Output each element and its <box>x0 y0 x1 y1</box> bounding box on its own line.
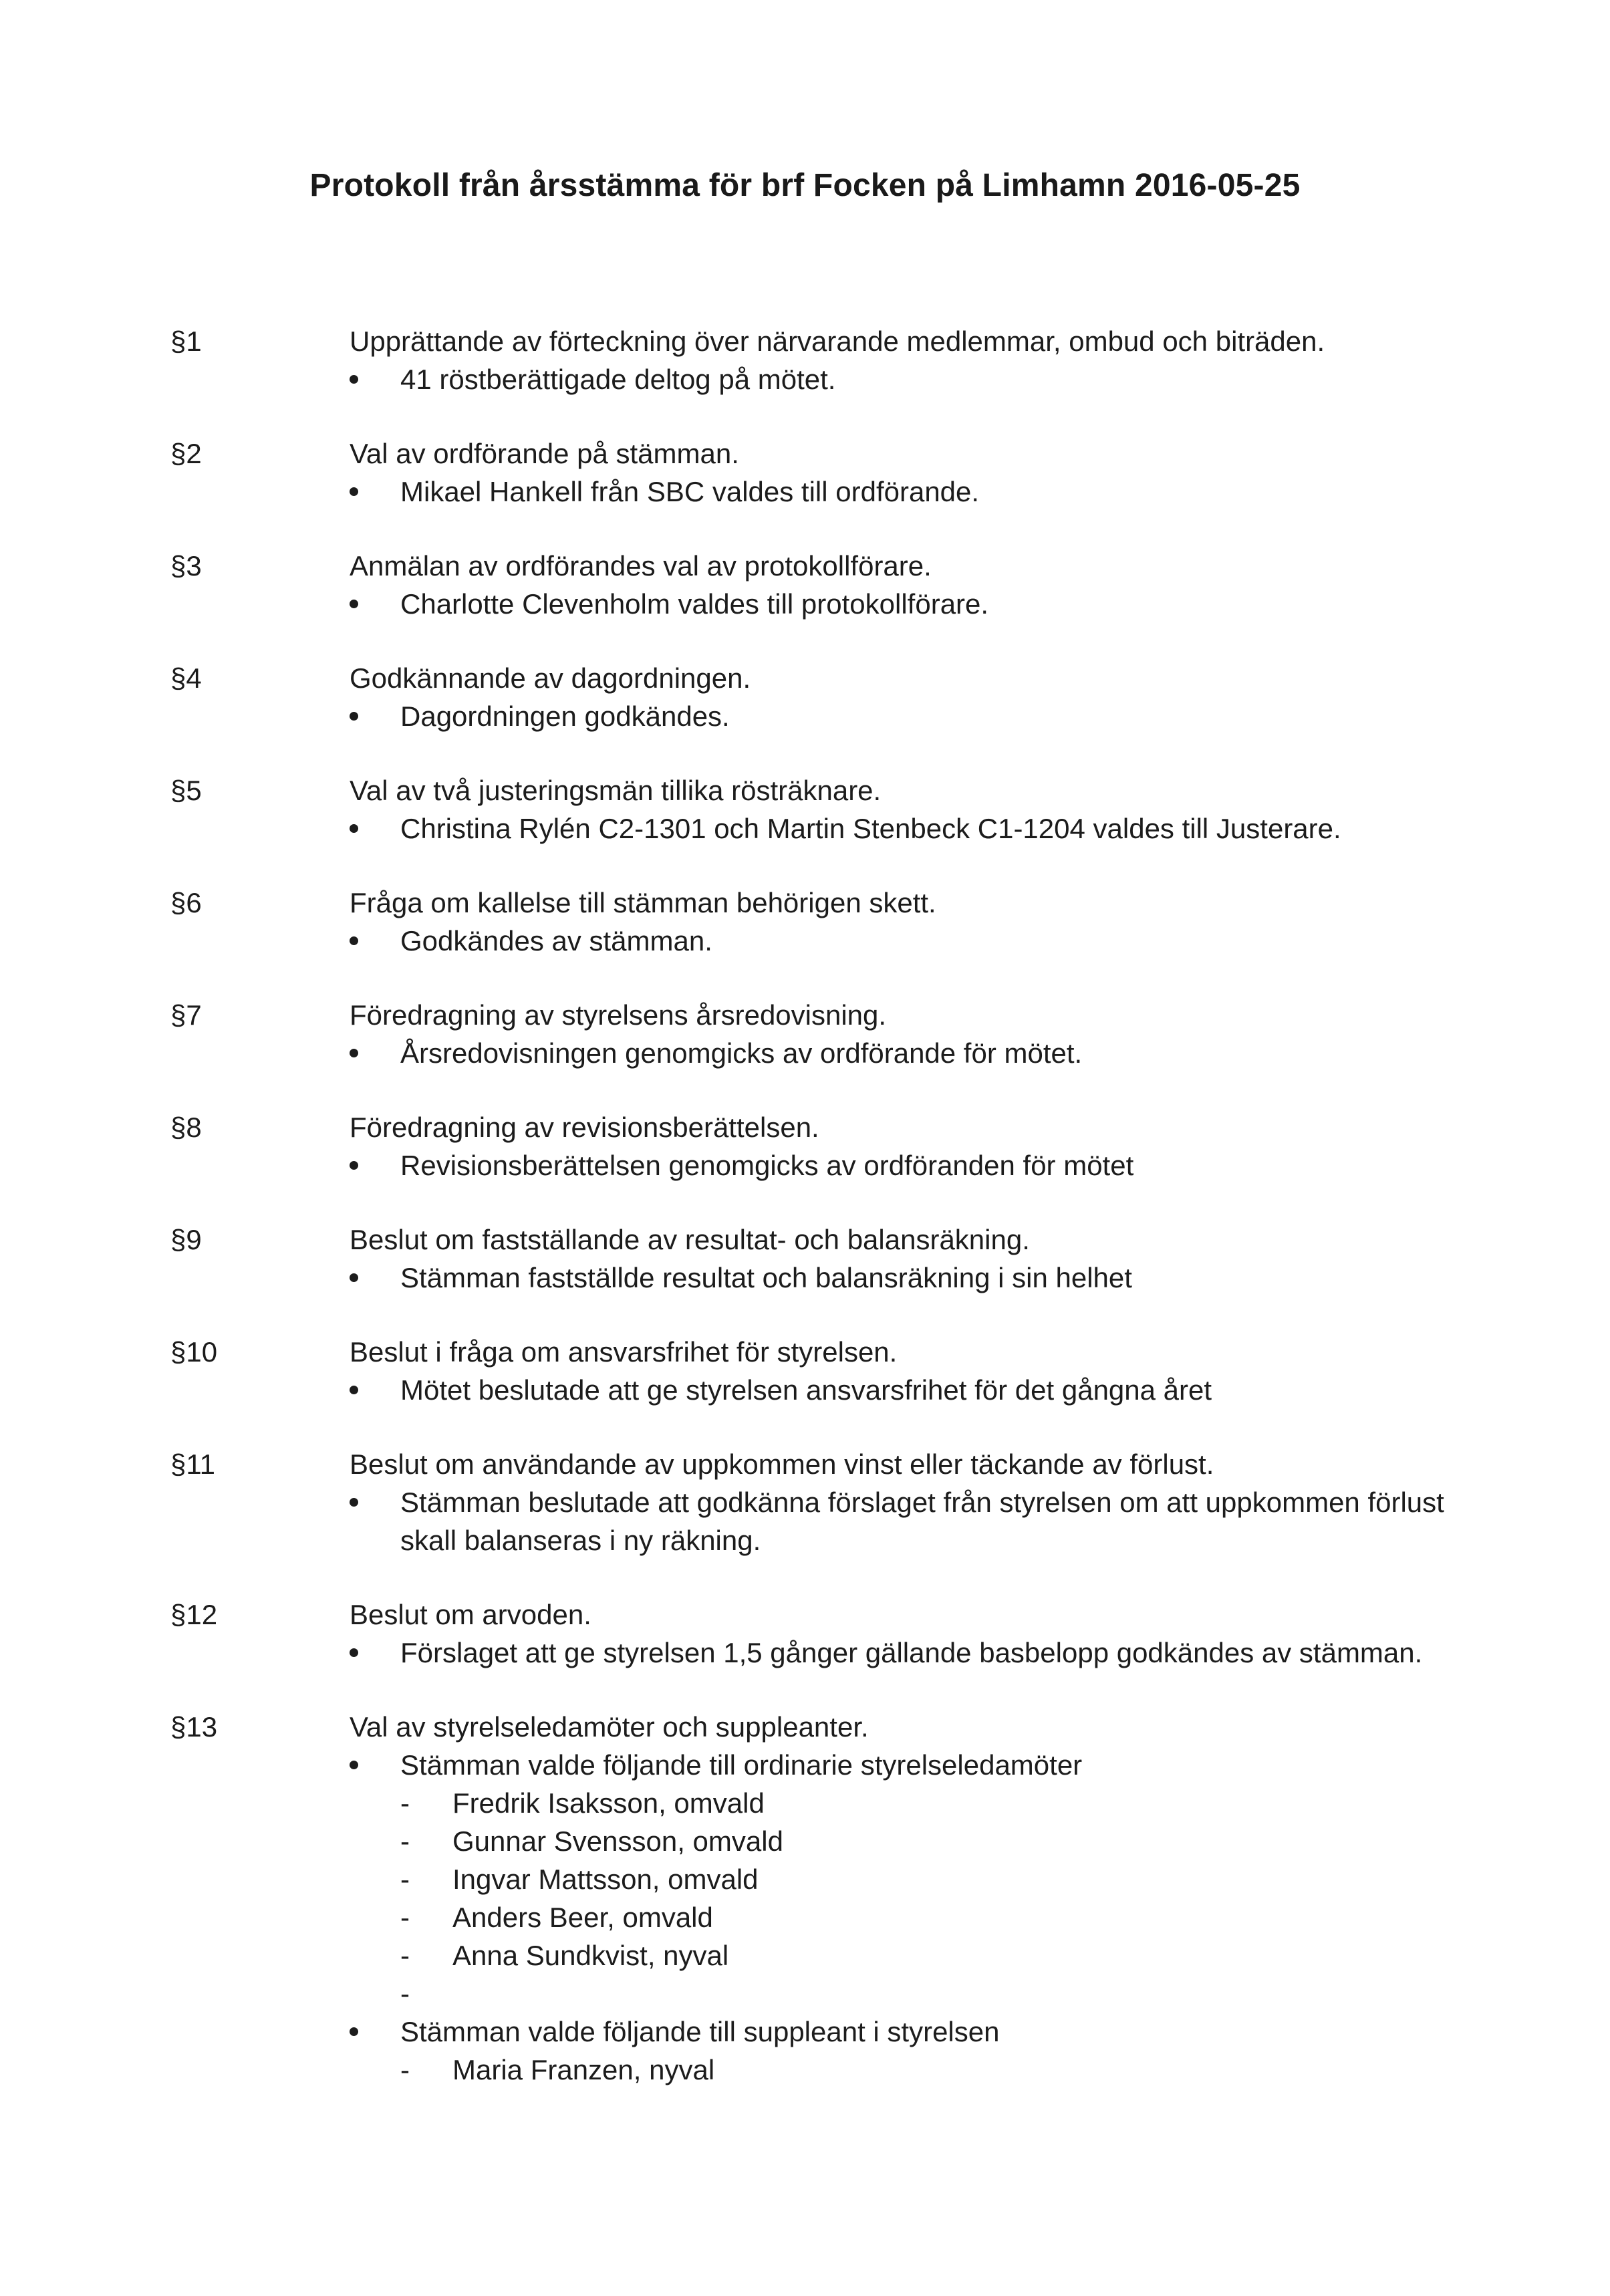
section-number: §8 <box>170 1112 202 1143</box>
section-heading: Föredragning av revisionsberättelsen. <box>350 1112 819 1143</box>
bullet-item <box>350 809 1507 848</box>
bullet-dot-icon <box>350 375 358 384</box>
bullet-text: Revisionsberättelsen genomgicks av ordföranden för mötet <box>400 1150 1134 1181</box>
section-heading: Fråga om kallelse till stämman behörigen skett. <box>350 887 936 918</box>
section-number: §3 <box>170 550 202 582</box>
section-number: §13 <box>170 1711 218 1743</box>
section-body <box>350 771 1507 848</box>
bullet-text: Förslaget att ge styrelsen 1,5 gånger gällande basbelopp godkändes av stämman. <box>400 1637 1423 1668</box>
dash-icon: - <box>400 1864 410 1895</box>
section-heading: Val av två justeringsmän tillika rösträknare. <box>350 775 882 806</box>
bullet-item <box>350 360 1507 398</box>
section-heading: Beslut om fastställande av resultat- och balansräkning. <box>350 1224 1030 1255</box>
section <box>170 434 1507 511</box>
dash-item-text: Fredrik Isaksson, omvald <box>452 1787 765 1819</box>
dash-item-text <box>452 1978 460 2009</box>
section-heading: Anmälan av ordförandes val av protokollförare. <box>350 550 932 582</box>
section-body <box>350 434 1507 511</box>
dash-item-text: Anna Sundkvist, nyval <box>452 1940 729 1971</box>
dash-list-item <box>400 1936 1507 1974</box>
bullet-text: Dagordningen godkändes. <box>400 700 730 732</box>
section <box>170 996 1507 1072</box>
bullet-text: Charlotte Clevenholm valdes till protokollförare. <box>400 588 989 620</box>
dash-icon: - <box>400 1902 410 1933</box>
section-heading: Beslut om användande av uppkommen vinst eller täckande av förlust. <box>350 1448 1214 1480</box>
section <box>170 322 1507 398</box>
section <box>170 547 1507 623</box>
bullet-dot-icon <box>350 712 358 721</box>
section-heading: Föredragning av styrelsens årsredovisning. <box>350 999 887 1031</box>
section <box>170 884 1507 960</box>
bullet-text: Christina Rylén C2-1301 och Martin Stenbeck C1-1204 valdes till Justerare. <box>400 813 1341 844</box>
bullet-dot-icon <box>350 936 358 945</box>
section-body <box>350 659 1507 735</box>
section-body <box>350 996 1507 1072</box>
bullet-text: Stämman fastställde resultat och balansräkning i sin helhet <box>400 1262 1132 1293</box>
dash-item-text: Gunnar Svensson, omvald <box>452 1825 783 1857</box>
dash-list-item <box>400 2051 1507 2089</box>
dash-list <box>400 2051 1507 2089</box>
bullet-dot-icon <box>350 487 358 496</box>
dash-list-item <box>400 1784 1507 1822</box>
section-body <box>350 1108 1507 1184</box>
bullet-text: Mötet beslutade att ge styrelsen ansvarsfrihet för det gångna året <box>400 1374 1212 1406</box>
section-heading: Val av ordförande på stämman. <box>350 438 739 469</box>
section-number: §4 <box>170 662 202 694</box>
section <box>170 1596 1507 1672</box>
section-number: §11 <box>170 1448 215 1480</box>
section-number: §9 <box>170 1224 202 1255</box>
section <box>170 1708 1507 2089</box>
section-heading: Beslut i fråga om ansvarsfrihet för styrelsen. <box>350 1336 898 1368</box>
section-body <box>350 1445 1507 1559</box>
dash-icon: - <box>400 2054 410 2085</box>
dash-icon: - <box>400 1978 410 2009</box>
page-title: Protokoll från årsstämma för brf Focken på Limhamn 2016-05-25 <box>309 168 1301 203</box>
bullet-item <box>350 473 1507 511</box>
section-number: §12 <box>170 1599 218 1630</box>
section-body <box>350 322 1507 398</box>
dash-list <box>400 1784 1507 2013</box>
bullet-text: Årsredovisningen genomgicks av ordförande för mötet. <box>400 1037 1083 1069</box>
bullet-item <box>350 1259 1507 1297</box>
section-number: §5 <box>170 775 202 806</box>
dash-item-text: Anders Beer, omvald <box>452 1902 713 1933</box>
bullet-dot-icon <box>350 824 358 833</box>
section <box>170 1221 1507 1297</box>
section-number: §6 <box>170 887 202 918</box>
section-body <box>350 547 1507 623</box>
dash-icon: - <box>400 1787 410 1819</box>
bullet-text: Mikael Hankell från SBC valdes till ordförande. <box>400 476 980 507</box>
dash-item-text: Ingvar Mattsson, omvald <box>452 1864 759 1895</box>
dash-icon: - <box>400 1825 410 1857</box>
dash-icon: - <box>400 1940 410 1971</box>
bullet-dot-icon <box>350 1161 358 1170</box>
dash-list-item <box>400 1822 1507 1860</box>
section-body <box>350 1221 1507 1297</box>
section-body <box>350 1596 1507 1672</box>
dash-list-item <box>400 1898 1507 1936</box>
bullet-item <box>350 1746 1507 2013</box>
dash-list-item <box>400 1974 1507 2013</box>
section-number: §1 <box>170 326 202 357</box>
bullet-item <box>350 1034 1507 1072</box>
bullet-item <box>350 922 1507 960</box>
bullet-text: Godkändes av stämman. <box>400 925 712 956</box>
bullet-item <box>350 1371 1507 1409</box>
dash-list-item <box>400 1860 1507 1898</box>
section <box>170 771 1507 848</box>
bullet-dot-icon <box>350 600 358 608</box>
bullet-dot-icon <box>350 1049 358 1057</box>
sections-list <box>170 322 1507 2125</box>
section-number: §2 <box>170 438 202 469</box>
bullet-text: Stämman beslutade att godkänna förslaget från styrelsen om att uppkommen förlust skall balanseras i ny räkning. <box>400 1487 1444 1556</box>
section-heading: Val av styrelseledamöter och suppleanter. <box>350 1711 869 1743</box>
bullet-text: Stämman valde följande till suppleant i styrelsen <box>400 2016 1000 2047</box>
section-number: §10 <box>170 1336 218 1368</box>
bullet-dot-icon <box>350 1386 358 1394</box>
section-body <box>350 884 1507 960</box>
bullet-item <box>350 2013 1507 2089</box>
section-heading: Godkännande av dagordningen. <box>350 662 751 694</box>
bullet-dot-icon <box>350 1498 358 1507</box>
bullet-item <box>350 697 1507 735</box>
section <box>170 1108 1507 1184</box>
bullet-item <box>350 1483 1507 1559</box>
section <box>170 659 1507 735</box>
section-heading: Beslut om arvoden. <box>350 1599 591 1630</box>
bullet-dot-icon <box>350 1648 358 1657</box>
section-heading: Upprättande av förteckning över närvarande medlemmar, ombud och biträden. <box>350 326 1325 357</box>
section <box>170 1445 1507 1559</box>
bullet-dot-icon <box>350 2027 358 2036</box>
bullet-item <box>350 1634 1507 1672</box>
bullet-text: 41 röstberättigade deltog på mötet. <box>400 364 836 395</box>
dash-item-text: Maria Franzen, nyval <box>452 2054 715 2085</box>
bullet-item <box>350 1146 1507 1184</box>
bullet-dot-icon <box>350 1273 358 1282</box>
bullet-item <box>350 585 1507 623</box>
section <box>170 1333 1507 1409</box>
bullet-text: Stämman valde följande till ordinarie styrelseledamöter <box>400 1749 1083 1781</box>
section-body <box>350 1708 1507 2089</box>
section-body <box>350 1333 1507 1409</box>
section-number: §7 <box>170 999 202 1031</box>
bullet-dot-icon <box>350 1761 358 1769</box>
